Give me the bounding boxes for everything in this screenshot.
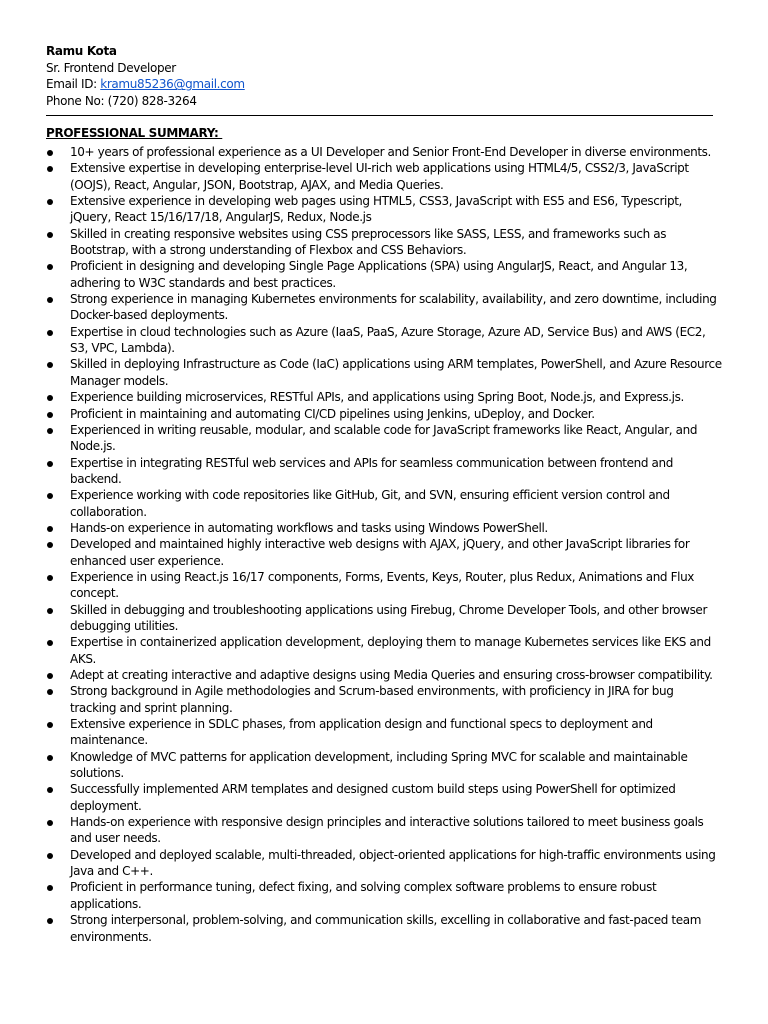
bullet-dot-icon [47,787,53,793]
email-link[interactable]: kramu85236@gmail.com [100,77,245,92]
summary-bullet-text: Skilled in debugging and troubleshooting applications using Firebug, Chrome Developer Tools, and other browser debugging utilities. [70,602,707,633]
bullet-dot-icon [47,820,53,826]
summary-bullet-text: 10+ years of professional experience as a UI Developer and Senior Front-End Developer in diverse environments. [70,145,711,159]
phone-line: Phone No: (720) 828-3264 [46,94,197,109]
summary-bullet-text: Experience in using React.js 16/17 components, Forms, Events, Keys, Router, plus Redux, Animations and Flux concept. [70,569,695,601]
summary-bullet-item [46,683,722,716]
summary-bullet-text: Developed and deployed scalable, multi-threaded, object-oriented applications for high-traffic environments using Java and C++. [70,847,716,879]
summary-bullet-item [46,602,722,635]
summary-bullet-item [46,879,722,912]
summary-bullet-text: Proficient in designing and developing Single Page Applications (SPA) using AngularJS, React, and Angular 13, adhering to W3C standards and best practices. [70,259,688,290]
bullet-dot-icon [47,199,53,205]
summary-bullet-text: Hands-on experience in automating workflows and tasks using Windows PowerShell. [70,520,548,535]
summary-bullet-item [46,258,722,291]
summary-bullet-item [46,144,722,160]
summary-bullet-item [46,520,722,536]
bullet-dot-icon [47,755,53,761]
bullet-dot-icon [47,575,53,581]
summary-bullet-item [46,422,722,455]
summary-bullet-item [46,455,722,488]
summary-bullet-text: Strong interpersonal, problem-solving, and communication skills, excelling in collaborative and fast-paced team environments. [70,913,702,944]
summary-bullet-text: Extensive experience in developing web pages using HTML5, CSS3, JavaScript with ES5 and ES6, Typescript, jQuery, React 15/16/17/18, AngularJS, Redux, Node.js [70,194,682,225]
summary-bullet-text: Strong background in Agile methodologies and Scrum-based environments, with proficiency in JIRA for bug tracking and sprint planning. [70,684,674,715]
bullet-dot-icon [47,885,53,891]
summary-bullet-item [46,814,722,847]
header-divider [46,115,713,116]
contact-header [46,43,716,110]
summary-bullet-text: Skilled in deploying Infrastructure as Code (IaC) applications using ARM templates, PowerShell, and Azure Resource Manager models. [70,357,722,388]
bullet-dot-icon [47,493,53,499]
bullet-dot-icon [47,608,53,614]
email-line [46,76,716,93]
summary-bullet-item [46,487,722,520]
bullet-dot-icon [47,722,53,728]
bullet-dot-icon [47,673,53,679]
summary-bullet-text: Experience building microservices, RESTful APIs, and applications using Spring Boot, Node.js, and Express.js. [70,390,684,405]
summary-bullet-text: Skilled in creating responsive websites using CSS preprocessors like SASS, LESS, and frameworks such as Bootstrap, with a strong understanding of Flexbox and CSS Behaviors. [70,226,667,258]
summary-bullet-text: Extensive expertise in developing enterprise-level UI-rich web applications using HTML4/5, CSS2/3, JavaScript (OOJS), React, Angular, JSON, Bootstrap, AJAX, and Media Queries. [70,161,689,192]
bullet-dot-icon [47,412,53,418]
summary-bullet-text: Expertise in cloud technologies such as Azure (IaaS, PaaS, Azure Storage, Azure AD, Service Bus) and AWS (EC2, S3, VPC, Lambda). [70,324,706,356]
candidate-name: Ramu Kota [46,44,117,58]
summary-bullet-item [46,291,722,324]
summary-bullet-text: Adept at creating interactive and adaptive designs using Media Queries and ensuring cross-browser compatibility. [70,668,713,682]
summary-bullet-text: Proficient in performance tuning, defect fixing, and solving complex software problems to ensure robust applications. [70,880,657,911]
summary-bullet-item [46,634,722,667]
summary-bullet-item [46,667,722,683]
bullet-dot-icon [47,330,53,336]
summary-bullet-text: Strong experience in managing Kubernetes environments for scalability, availability, and zero downtime, including Docker-based deployments. [70,292,717,323]
professional-summary-list [46,144,722,945]
bullet-dot-icon [47,150,53,156]
bullet-dot-icon [47,918,53,924]
summary-bullet-item [46,324,722,357]
bullet-dot-icon [47,542,53,548]
summary-bullet-text: Expertise in containerized application development, deploying them to manage Kubernetes services like EKS and AKS. [70,635,711,666]
bullet-dot-icon [47,428,53,434]
summary-bullet-text: Experienced in writing reusable, modular, and scalable code for JavaScript frameworks like React, Angular, and Node.js. [70,422,698,454]
bullet-dot-icon [47,395,53,401]
bullet-dot-icon [47,640,53,646]
bullet-dot-icon [47,297,53,303]
summary-bullet-item [46,356,722,389]
summary-bullet-item [46,847,722,880]
summary-bullet-text: Proficient in maintaining and automating CI/CD pipelines using Jenkins, uDeploy, and Docker. [70,406,595,421]
summary-bullet-item [46,716,722,749]
summary-bullet-item [46,406,722,422]
summary-bullet-item [46,193,722,226]
summary-bullet-item [46,749,722,782]
summary-bullet-item [46,226,722,259]
bullet-dot-icon [47,689,53,695]
summary-bullet-item [46,160,722,193]
summary-bullet-item [46,389,722,405]
bullet-dot-icon [47,362,53,368]
job-title: Sr. Frontend Developer [46,60,176,75]
summary-bullet-item [46,569,722,602]
bullet-dot-icon [47,232,53,238]
email-label: Email ID: [46,77,101,92]
summary-bullet-text: Hands-on experience with responsive design principles and interactive solutions tailored to meet business goals and user needs. [70,815,704,846]
summary-bullet-text: Successfully implemented ARM templates and designed custom build steps using PowerShell for optimized deployment. [70,782,676,813]
bullet-dot-icon [47,461,53,467]
bullet-dot-icon [47,264,53,270]
summary-bullet-text: Developed and maintained highly interactive web designs with AJAX, jQuery, and other JavaScript libraries for enhanced user experience. [70,537,690,568]
summary-bullet-text: Extensive experience in SDLC phases, from application design and functional specs to deployment and maintenance. [70,717,653,748]
summary-bullet-text: Knowledge of MVC patterns for application development, including Spring MVC for scalable and maintainable solutions. [70,749,688,781]
summary-bullet-text: Expertise in integrating RESTful web services and APIs for seamless communication between frontend and backend. [70,455,673,486]
summary-bullet-text: Experience working with code repositories like GitHub, Git, and SVN, ensuring efficient version control and collaboration. [70,488,670,519]
professional-summary-heading: PROFESSIONAL SUMMARY: [46,126,223,140]
bullet-dot-icon [47,853,53,859]
bullet-dot-icon [47,166,53,172]
summary-bullet-item [46,536,722,569]
summary-bullet-item [46,781,722,814]
summary-bullet-item [46,912,722,945]
bullet-dot-icon [47,526,53,532]
